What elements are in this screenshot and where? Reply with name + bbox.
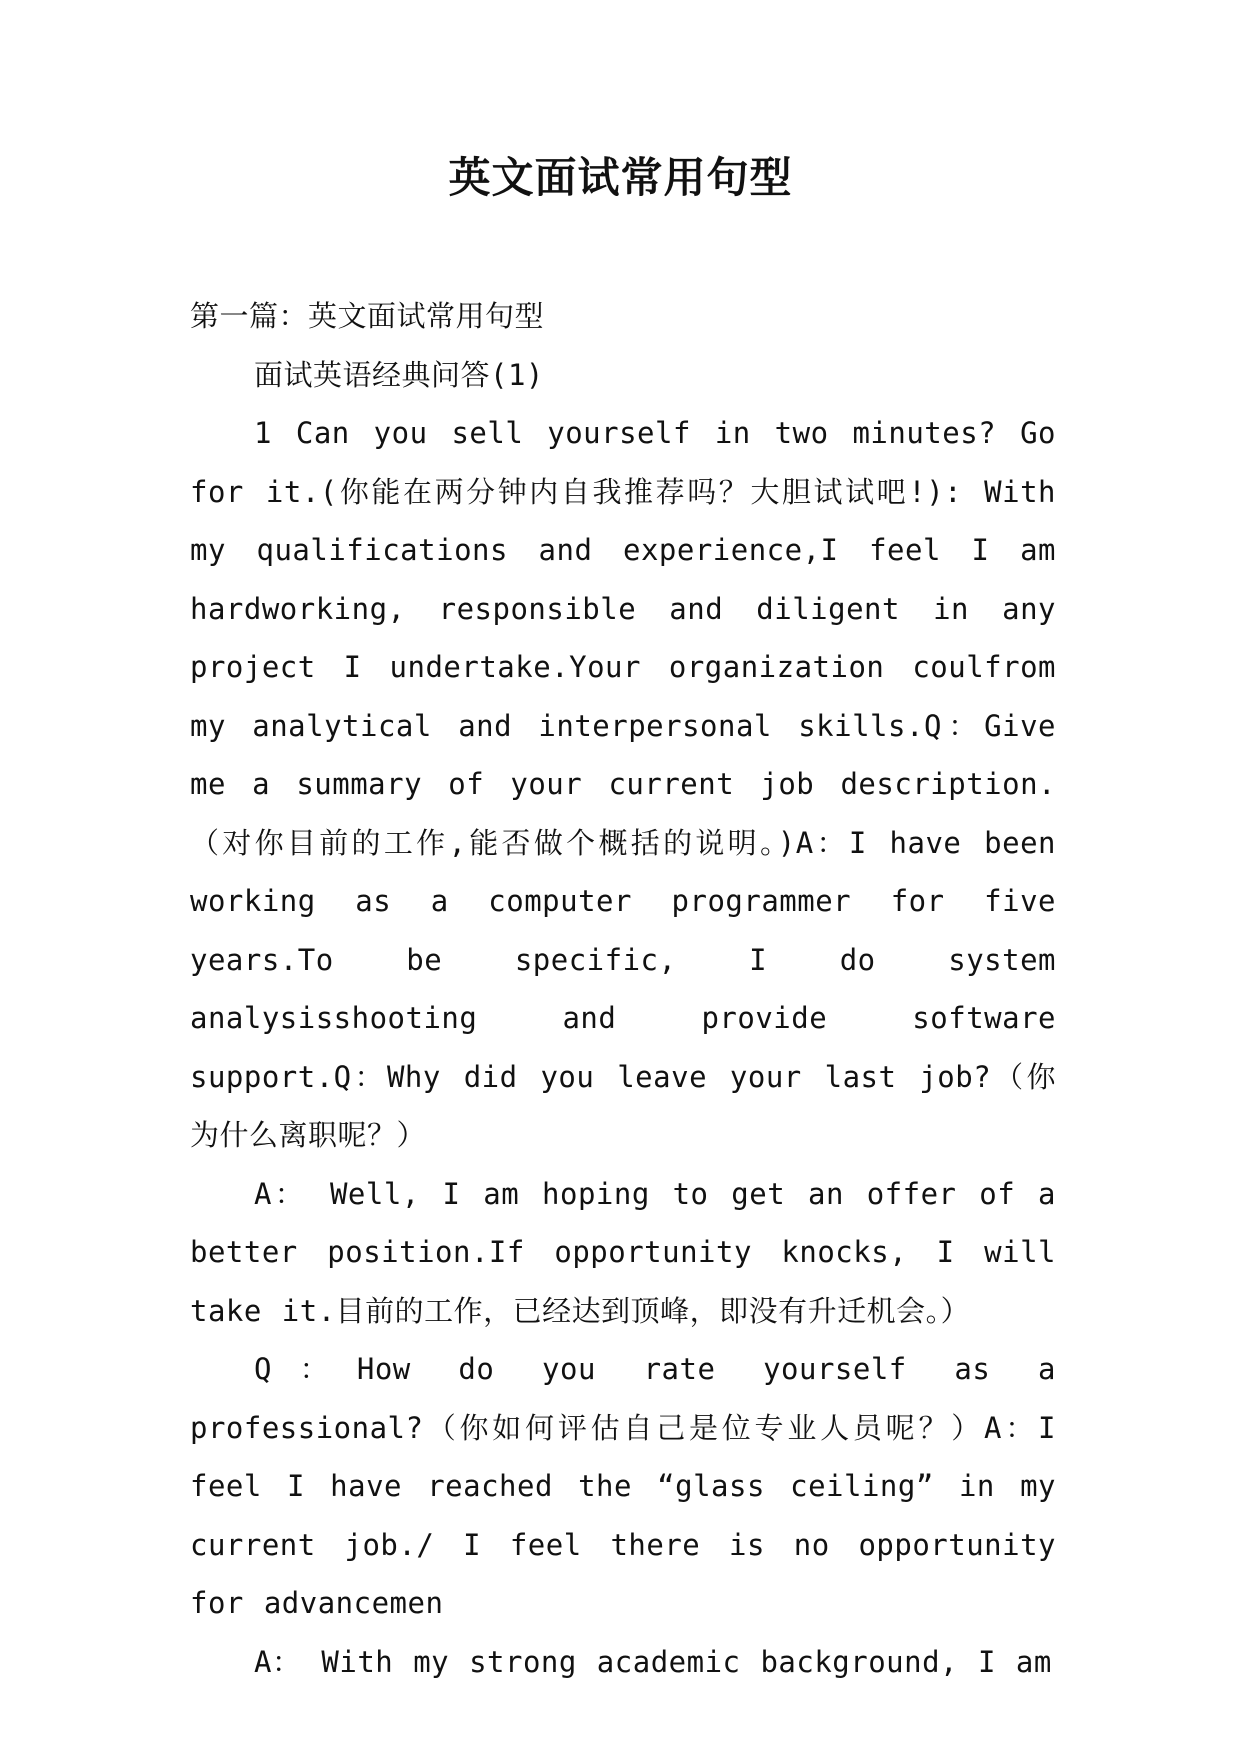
subsection-heading: 面试英语经典问答(1) — [254, 357, 544, 392]
section-heading: 第一篇：英文面试常用句型 — [190, 299, 545, 333]
document-body — [190, 287, 1056, 1691]
paragraph: A： With my strong academic background, I am — [254, 1644, 1052, 1679]
paragraph: 1 Can you sell yourself in two minutes? Go for it.(你能在两分钟内自我推荐吗？大胆试试吧!): With my qualifications and experience,I feel I am hardworking, responsible and diligent in any project I undertake.Your organization coulfrom my analytical and interpersonal skills.Q：Give me a summary of your current job description.（对你目前的工作,能否做个概括的说明。)A：I have been working as a computer programmer for five years.To be specific, I do system analysisshooting and provide software support.Q：Why did you leave your last job?（你为什么离职呢？） — [190, 416, 1056, 1152]
paragraph: A： Well, I am hoping to get an offer of a better position.If opportunity knocks, I will take it.目前的工作，已经达到顶峰，即没有升迁机会。） — [190, 1176, 1056, 1328]
document-title: 英文面试常用句型 — [448, 153, 793, 202]
paragraph: Q：How do you rate yourself as a professional?（你如何评估自己是位专业人员呢？）A：I feel I have reached the “glass ceiling” in my current job./ I feel there is no opportunity for advancemen — [190, 1352, 1056, 1620]
